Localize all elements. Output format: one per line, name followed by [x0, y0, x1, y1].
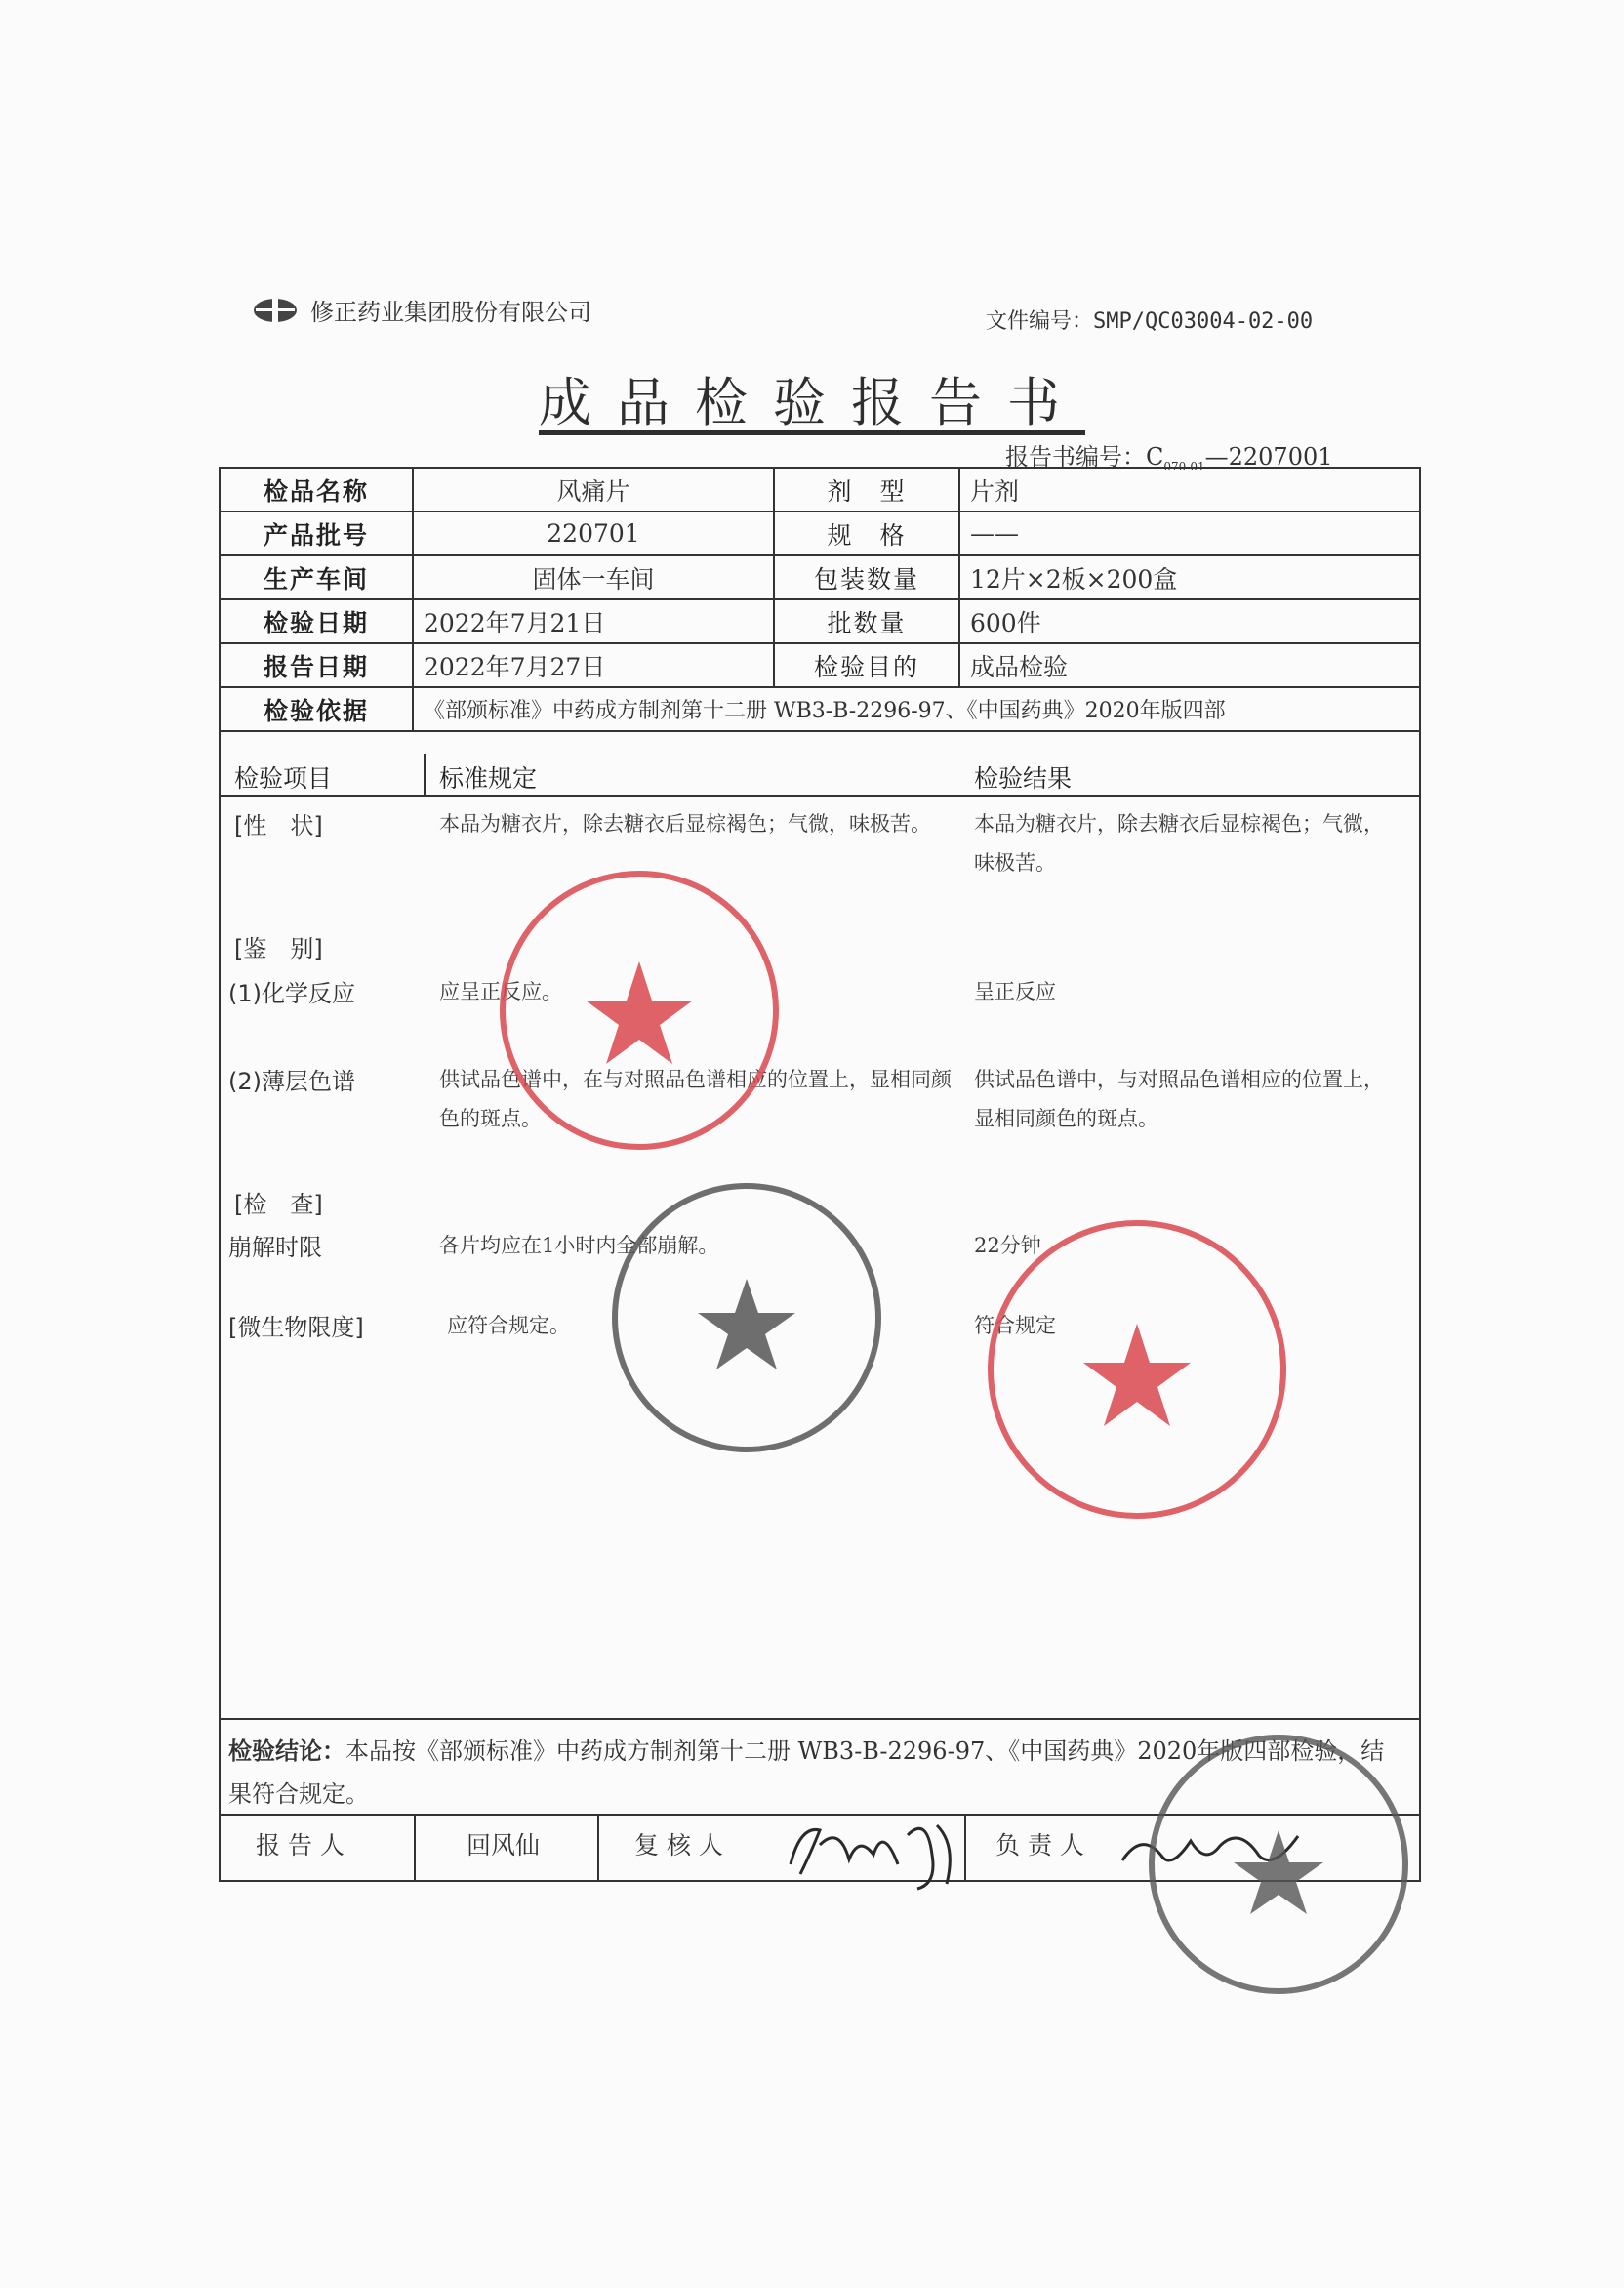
row-microbial-standard: 应符合规定。	[447, 1314, 570, 1337]
row-disintegration-item: 崩解时限	[228, 1234, 322, 1261]
row-inspection-item: [检 查]	[234, 1191, 323, 1218]
grey-bottom-stamp	[1132, 1718, 1425, 2011]
reviewer-label: 复 核 人	[634, 1831, 723, 1859]
batch-qty-value: 600件	[959, 599, 1420, 643]
company-logo-icon	[252, 294, 299, 327]
form-label: 剂 型	[774, 468, 959, 511]
workshop-label: 生产车间	[220, 555, 413, 599]
conclusion-label: 检验结论：	[228, 1737, 345, 1765]
row-chemical-item: (1)化学反应	[228, 980, 355, 1007]
sig-divider-1	[414, 1814, 416, 1880]
column-standard-header: 标准规定	[439, 764, 538, 793]
row-identification-item: [鉴 别]	[234, 935, 323, 962]
row-microbial-item: [微生物限度]	[228, 1314, 364, 1341]
report-number: 报告书编号：$C_{070-01}—2207001$	[1005, 443, 1333, 473]
row-chemical-result: 呈正反应	[974, 980, 1056, 1003]
sig-divider-2	[597, 1814, 599, 1880]
document-number: 文件编号：SMP/QC03004-02-00	[986, 309, 1314, 334]
row-disintegration-result: 22分钟	[974, 1234, 1041, 1257]
spec-label: 规 格	[774, 511, 959, 555]
row-appearance-result: 本品为糖衣片，除去糖衣后显棕褐色；气微，味极苦。	[974, 812, 1384, 875]
column-item-header: 检验项目	[234, 764, 333, 793]
report-date-label: 报告日期	[220, 643, 413, 687]
form-value: 片剂	[959, 468, 1420, 511]
test-date-label: 检验日期	[220, 599, 413, 643]
red-quality-stamp	[976, 1208, 1298, 1531]
row-appearance-standard: 本品为糖衣片，除去糖衣后显棕褐色；气微，味极苦。	[439, 812, 931, 836]
responsible-label: 负 责 人	[995, 1831, 1084, 1859]
workshop-value: 固体一车间	[413, 555, 774, 599]
batch-label: 产品批号	[220, 511, 413, 555]
reporter-label: 报 告 人	[256, 1831, 345, 1859]
pack-label: 包装数量	[774, 555, 959, 599]
row-chemical-standard: 应呈正反应。	[439, 980, 562, 1003]
test-date-value: 2022年7月21日	[413, 599, 774, 643]
batch-qty-label: 批数量	[774, 599, 959, 643]
pack-value: 12片×2板×200盒	[959, 555, 1420, 599]
column-header-divider	[219, 795, 1421, 797]
row-tlc-item: (2)薄层色谱	[228, 1068, 355, 1095]
name-label: 检品名称	[220, 468, 413, 511]
row-tlc-result: 供试品色谱中，与对照品色谱相应的位置上，显相同颜色的斑点。	[974, 1068, 1384, 1130]
grey-quality-stamp	[600, 1171, 893, 1464]
row-tlc-standard: 供试品色谱中，在与对照品色谱相应的位置上，显相同颜色的斑点。	[439, 1068, 952, 1130]
spec-value: ——	[959, 511, 1420, 555]
conclusion-text: 本品按《部颁标准》中药成方制剂第十二册 WB3-B-2296-97、《中国药典》2020年版四部检验，结果符合规定。	[228, 1737, 1385, 1808]
purpose-value: 成品检验	[959, 643, 1420, 687]
row-appearance-item: [性 状]	[234, 812, 323, 839]
row-disintegration-standard: 各片均应在1小时内全部崩解。	[439, 1234, 719, 1257]
report-date-value: 2022年7月27日	[413, 643, 774, 687]
reviewer-signature	[781, 1806, 966, 1894]
company-header	[252, 293, 591, 327]
basis-value: 《部颁标准》中药成方制剂第十二册 WB3-B-2296-97、《中国药典》2020年版四部	[413, 687, 1420, 731]
row-microbial-result: 符合规定	[974, 1314, 1056, 1337]
company-name: 修正药业集团股份有限公司	[310, 299, 591, 326]
reporter-name: 回风仙	[467, 1831, 541, 1859]
column-result-header: 检验结果	[974, 764, 1073, 793]
info-table	[219, 467, 1421, 732]
purpose-label: 检验目的	[774, 643, 959, 687]
name-value: 风痛片	[413, 468, 774, 511]
column-divider-left	[424, 754, 426, 797]
basis-label: 检验依据	[220, 687, 413, 731]
page-title: 成品检验报告书	[539, 372, 1085, 433]
red-inspection-stamp	[488, 859, 791, 1162]
batch-value: 220701	[413, 511, 774, 555]
